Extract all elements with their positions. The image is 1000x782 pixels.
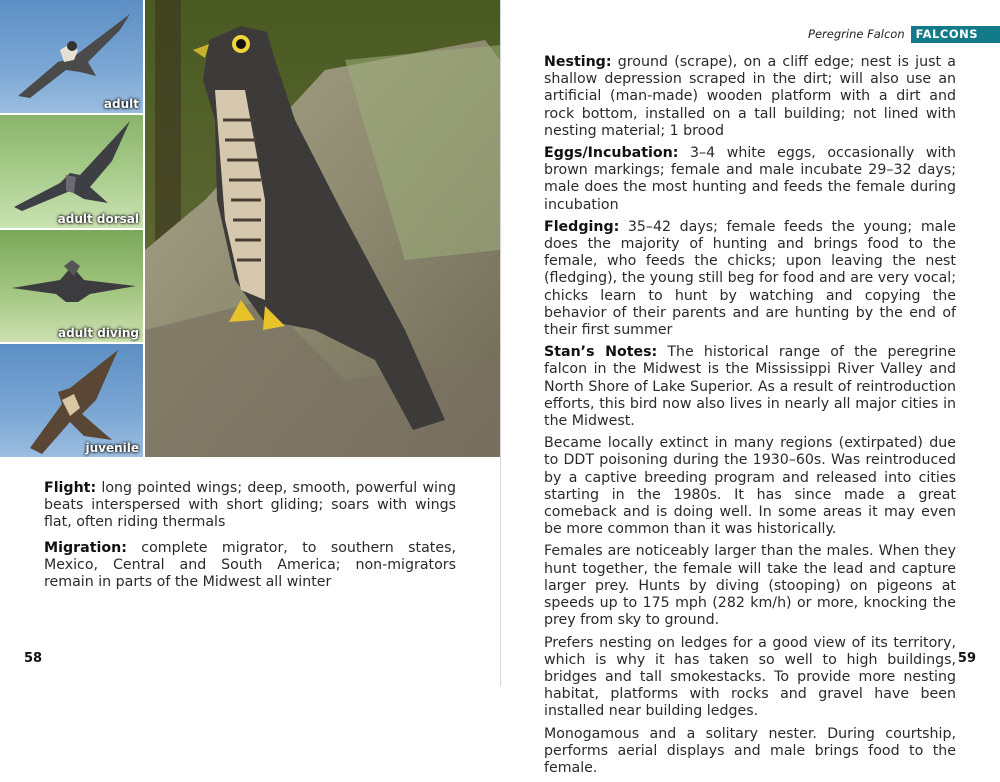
falcon-perched-on-rock-illustration <box>145 0 500 457</box>
section-text: 35–42 days; female feeds the young; male does the majority of hunting and brings food to the female, who feeds the chicks; upon leaving the nest (fledging), the young still beg for food and are very vocal; chicks learn to hunt by watching and copying the behavior of their parents and are hunting by the end of their first summer <box>544 218 956 339</box>
photo-caption: adult <box>103 97 139 111</box>
page-number-left: 58 <box>24 651 43 666</box>
section-text: The historical range of the peregrine falcon in the Midwest is the Mississippi River Valley and North Shore of Lake Superior. As a result of reintroduction efforts, this bird now also lives in nearly all major cities in the Midwest. <box>544 344 956 430</box>
header-group-badge: FALCONS <box>911 26 1000 43</box>
left-text-block <box>44 480 456 599</box>
section-fledging <box>544 219 956 339</box>
section-text: ground (scrape), on a cliff edge; nest is just a shallow depression scraped in the dirt; will also use an artificial (man-made) wooden platform with a dirt and rock bottom, installed on a tall building; not lined with nesting material; 1 brood <box>544 54 956 139</box>
photo-panel <box>0 0 500 457</box>
photo-adult-dorsal <box>0 115 143 228</box>
paragraph: Monogamous and a solitary nester. During courtship, performs aerial displays and male brings food to the female. <box>544 725 956 776</box>
left-page <box>0 0 500 686</box>
section-label: Eggs/Incubation: <box>544 145 679 162</box>
section-text: complete migrator, to southern states, Mexico, Central and South America; non-migrators remain in parts of the Midwest all winter <box>44 539 456 591</box>
section-label: Migration: <box>44 539 127 556</box>
right-text-block <box>544 54 956 782</box>
section-nesting <box>544 54 956 140</box>
page-number-right: 59 <box>957 651 976 666</box>
paragraph: Became locally extinct in many regions (extirpated) due to DDT poisoning during the 1930–60s. Was reintroduced by a captive breeding program and released into cities starting in the 1980s. It has since made a great comeback and is doing well. In some areas it may even be more common than it was historically. <box>544 435 956 538</box>
section-eggs-incubation <box>544 145 956 214</box>
section-flight <box>44 480 456 532</box>
photo-adult <box>0 0 143 113</box>
header-species: Peregrine Falcon <box>808 27 905 41</box>
section-label: Nesting: <box>544 54 612 70</box>
running-header <box>808 26 1000 42</box>
photo-caption: juvenile <box>85 441 139 455</box>
paragraph: Females are noticeably larger than the males. When they hunt together, the female will take the lead and capture larger prey. Hunts by diving (stooping) on pigeons at speeds up to 175 mph (282 km/h) or more, knocking the prey from sky to ground. <box>544 543 956 629</box>
photo-caption: adult dorsal <box>57 212 139 226</box>
photo-adult-diving <box>0 230 143 342</box>
photo-juvenile-flying <box>0 344 143 457</box>
photo-caption: adult diving <box>57 326 139 340</box>
section-stans-notes <box>544 344 956 430</box>
photo-main-perched-falcon <box>145 0 500 457</box>
section-text: 3–4 white eggs, occasionally with brown markings; female and male incubate 29–32 days; male does the most hunting and feeds the female during incubation <box>544 145 956 213</box>
section-label: Flight: <box>44 480 97 496</box>
paragraph: Prefers nesting on ledges for a good view of its territory, which is why it has taken so well to high buildings, bridges and tall smokestacks. To provide more nesting habitat, platforms with rocks and gravel have been installed near building ledges. <box>544 634 956 720</box>
section-label: Stan’s Notes: <box>544 344 658 361</box>
section-text: long pointed wings; deep, smooth, powerful wing beats interspersed with short gliding; soars with wings flat, often riding thermals <box>44 480 456 531</box>
right-page <box>501 0 1000 776</box>
section-migration <box>44 540 456 592</box>
section-label: Fledging: <box>544 218 620 235</box>
